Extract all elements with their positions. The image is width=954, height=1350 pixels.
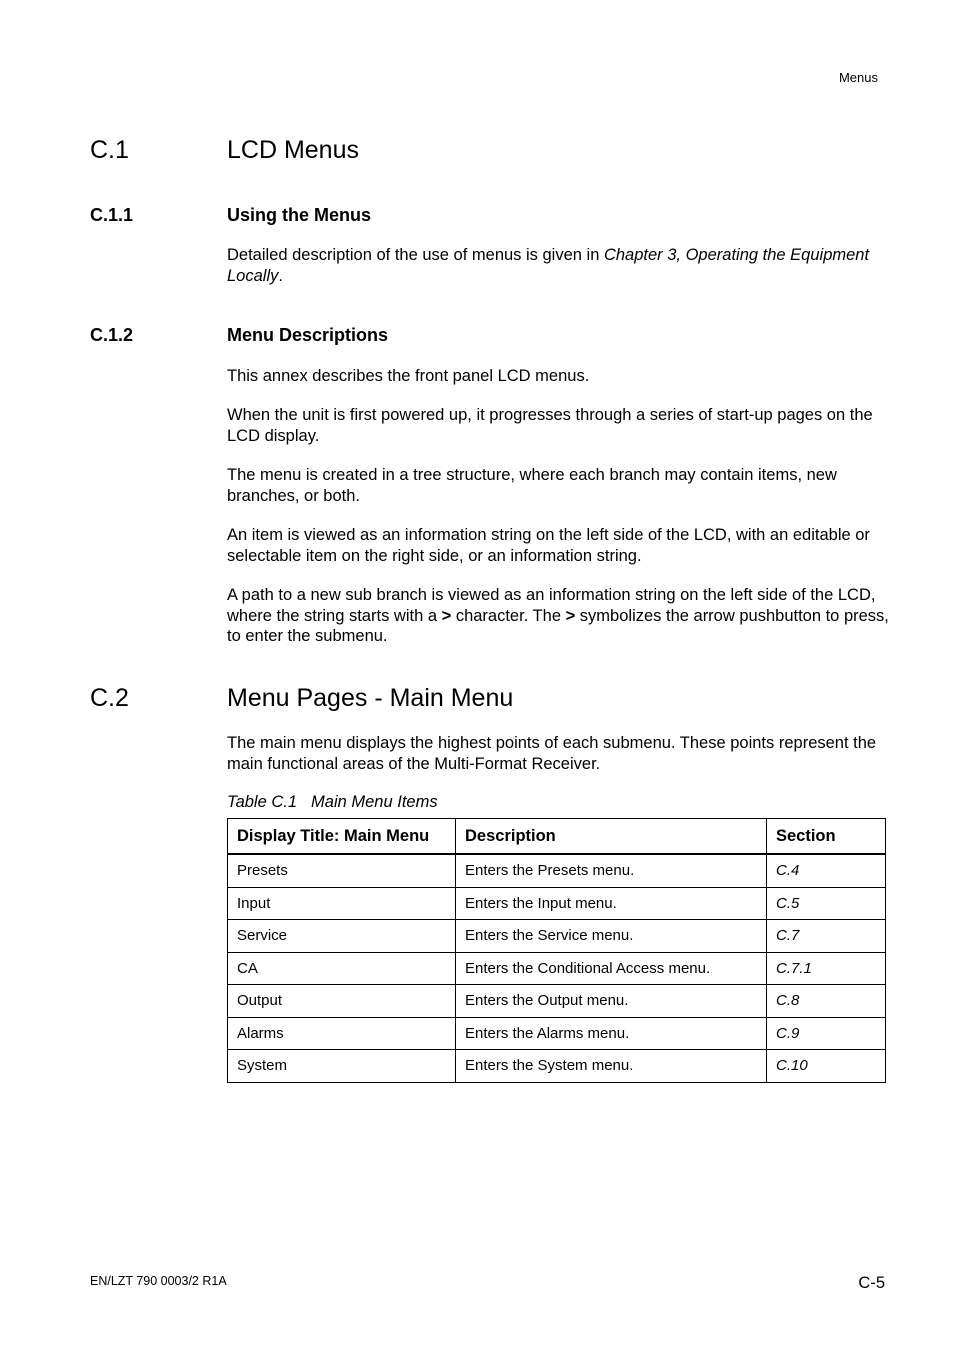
menu-title-cell: Presets — [228, 854, 456, 887]
column-header: Section — [767, 819, 886, 855]
section-cell: C.8 — [767, 985, 886, 1018]
paragraph-using-menus: Detailed description of the use of menus is given in Chapter 3, Operating the Equipment Locally. — [227, 246, 870, 285]
menu-title-cell: CA — [228, 952, 456, 985]
running-header: Menus — [838, 70, 878, 85]
chapter-reference: Chapter 3, Operating the Equipment Locally — [227, 246, 870, 285]
column-header: Description — [456, 819, 767, 855]
section-title-c1: LCD Menus — [227, 136, 359, 164]
section-cell: C.5 — [767, 887, 886, 920]
description-cell: Enters the Output menu. — [456, 985, 767, 1018]
section-cell: C.9 — [767, 1017, 886, 1050]
section-cell: C.4 — [767, 854, 886, 887]
document-id: EN/LZT 790 0003/2 R1A — [90, 1274, 227, 1288]
menu-title-cell: System — [228, 1050, 456, 1083]
table-row — [228, 952, 886, 985]
description-cell: Enters the Presets menu. — [456, 854, 767, 887]
table-row — [228, 985, 886, 1018]
table-row — [228, 854, 886, 887]
section-number-c11: C.1.1 — [90, 205, 134, 225]
description-cell: Enters the Input menu. — [456, 887, 767, 920]
paragraph-item: An item is viewed as an information string on the left side of the LCD, with an editable or selectable item on the right side, or an information string. — [227, 526, 870, 565]
section-number-c2: C.2 — [90, 684, 129, 712]
description-cell: Enters the Alarms menu. — [456, 1017, 767, 1050]
table-header-row — [228, 819, 886, 855]
paragraph-annex: This annex describes the front panel LCD menus. — [227, 367, 590, 385]
section-title-c11: Using the Menus — [227, 205, 372, 225]
menu-title-cell: Input — [228, 887, 456, 920]
menu-title-cell: Output — [228, 985, 456, 1018]
table-caption: Table C.1 Main Menu Items — [227, 793, 438, 811]
section-title-c2: Menu Pages - Main Menu — [227, 684, 514, 712]
menu-title-cell: Service — [228, 920, 456, 953]
table-row — [228, 1017, 886, 1050]
menu-title-cell: Alarms — [228, 1017, 456, 1050]
table-row — [228, 920, 886, 953]
description-cell: Enters the Service menu. — [456, 920, 767, 953]
column-header: Display Title: Main Menu — [228, 819, 456, 855]
paragraph-tree: The menu is created in a tree structure, where each branch may contain items, new branches, or both. — [227, 466, 837, 505]
section-title-c12: Menu Descriptions — [227, 325, 389, 345]
section-cell: C.7 — [767, 920, 886, 953]
paragraph-path: A path to a new sub branch is viewed as an information string on the left side of the LCD, where the string starts with a > character. The > symbolizes the arrow pushbutton to press, to enter the submenu. — [227, 586, 889, 645]
section-number-c1: C.1 — [90, 136, 129, 164]
main-menu-table — [227, 818, 886, 1083]
table-row — [228, 1050, 886, 1083]
paragraph-startup: When the unit is first powered up, it progresses through a series of start-up pages on the LCD display. — [227, 406, 873, 445]
section-cell: C.7.1 — [767, 952, 886, 985]
table-row — [228, 887, 886, 920]
section-cell: C.10 — [767, 1050, 886, 1083]
paragraph-main-menu: The main menu displays the highest points of each submenu. These points represent the main functional areas of the Multi-Format Receiver. — [227, 734, 877, 773]
section-number-c12: C.1.2 — [90, 325, 134, 345]
description-cell: Enters the System menu. — [456, 1050, 767, 1083]
page-number: C-5 — [858, 1274, 885, 1292]
description-cell: Enters the Conditional Access menu. — [456, 952, 767, 985]
